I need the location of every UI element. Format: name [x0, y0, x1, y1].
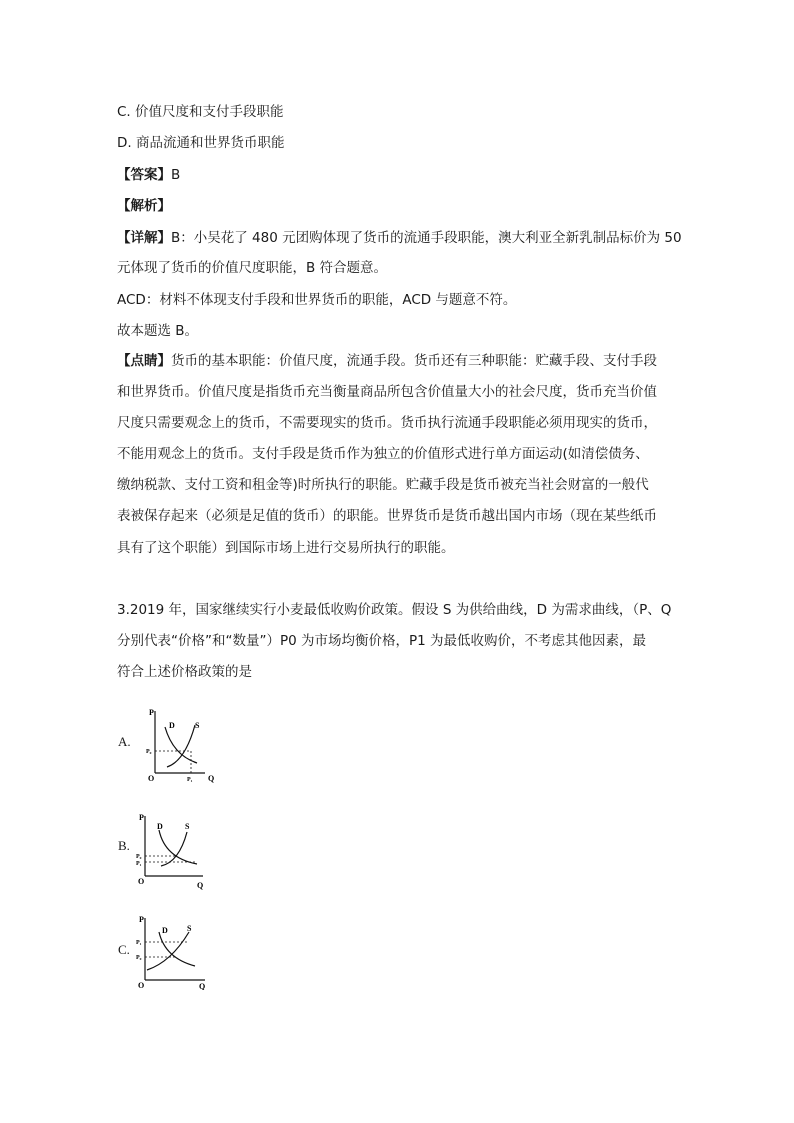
answer-row [117, 165, 180, 185]
tip-line-4: 不能用观念上的货币。支付手段是货币作为独立的价值形式进行单方面运动(如清偿债务、 [117, 446, 649, 462]
question3-line-1: 3.2019 年，国家继续实行小麦最低收购价政策。假设 S 为供给曲线，D 为需求曲线，（P、Q [117, 602, 672, 618]
graph-a-s-label: S [195, 721, 200, 730]
option-d: D. 商品流通和世界货币职能 [117, 135, 285, 151]
detail-tag: 【详解】 [117, 230, 171, 246]
detail-line-1 [117, 228, 682, 248]
graph-c-o-label: O [138, 981, 145, 990]
graph-b-d-label: D [157, 822, 163, 831]
graph-b-s-label: S [185, 822, 190, 831]
graph-a-label[interactable]: A. [118, 734, 131, 749]
tip-line-1 [117, 351, 657, 371]
tip-line-5: 缴纳税款、支付工资和租金等)时所执行的职能。贮藏手段是货币被充当社会财富的一般代 [117, 477, 649, 493]
graph-b[interactable] [135, 808, 215, 892]
graph-b-label[interactable]: B. [118, 838, 130, 853]
graph-c-d-label: D [162, 926, 168, 935]
detail-line-3: ACD：材料不体现支付手段和世界货币的职能，ACD 与题意不符。 [117, 292, 517, 308]
analysis-row [117, 196, 171, 216]
graph-c[interactable] [135, 910, 215, 990]
detail-text-1: B：小吴花了 480 元团购体现了货币的流通手段职能，澳大利亚全新乳制品标价为 50 [171, 230, 682, 246]
question3-line-3: 符合上述价格政策的是 [117, 664, 252, 680]
graph-a-o-label: O [148, 774, 155, 783]
question3-line-2: 分别代表“价格”和“数量”）P0 为市场均衡价格，P1 为最低收购价，不考虑其他因素，最 [117, 633, 647, 649]
tip-tag: 【点睛】 [117, 353, 171, 369]
graph-c-p-label: P [139, 915, 144, 924]
answer-value: B [171, 167, 181, 183]
graph-b-o-label: O [138, 877, 145, 886]
graph-a-y-mark: P₀ [146, 749, 152, 755]
graph-b-supply-curve [161, 832, 187, 866]
graph-c-y-mark1: P₁ [136, 940, 142, 946]
graph-b-p-label: P [139, 813, 144, 822]
graph-c-q-label: Q [199, 982, 206, 990]
graph-a[interactable] [145, 705, 225, 785]
answer-tag: 【答案】 [117, 167, 171, 183]
graph-a-x-mark: P₁ [187, 777, 193, 783]
graph-a-d-label: D [169, 721, 175, 730]
graph-b-y-mark2: P₁ [136, 861, 142, 867]
graph-c-s-label: S [187, 924, 192, 933]
graph-c-label[interactable]: C. [118, 942, 130, 957]
tip-line-2: 和世界货币。价值尺度是指货币充当衡量商品所包含价值量大小的社会尺度，货币充当价值 [117, 384, 657, 400]
tip-text-1: 货币的基本职能：价值尺度，流通手段。货币还有三种职能：贮藏手段、支付手段 [171, 353, 657, 369]
graph-b-q-label: Q [197, 881, 204, 890]
option-c: C. 价值尺度和支付手段职能 [117, 104, 284, 120]
graph-a-q-label: Q [208, 774, 215, 783]
graph-b-demand-curve [159, 830, 197, 864]
tip-line-6: 表被保存起来（必须是足值的货币）的职能。世界货币是货币越出国内市场（现在某些纸币 [117, 508, 657, 524]
tip-line-3: 尺度只需要观念上的货币，不需要现实的货币。货币执行流通手段职能必须用现实的货币， [117, 415, 657, 431]
graph-b-y-mark1: P₀ [136, 854, 142, 860]
graph-a-p-label: P [149, 708, 154, 717]
detail-line-4: 故本题选 B。 [117, 323, 199, 339]
detail-line-2: 元体现了货币的价值尺度职能，B 符合题意。 [117, 260, 388, 276]
analysis-tag: 【解析】 [117, 198, 171, 214]
tip-line-7: 具有了这个职能）到国际市场上进行交易所执行的职能。 [117, 540, 455, 556]
graph-c-y-mark2: P₀ [136, 955, 142, 961]
